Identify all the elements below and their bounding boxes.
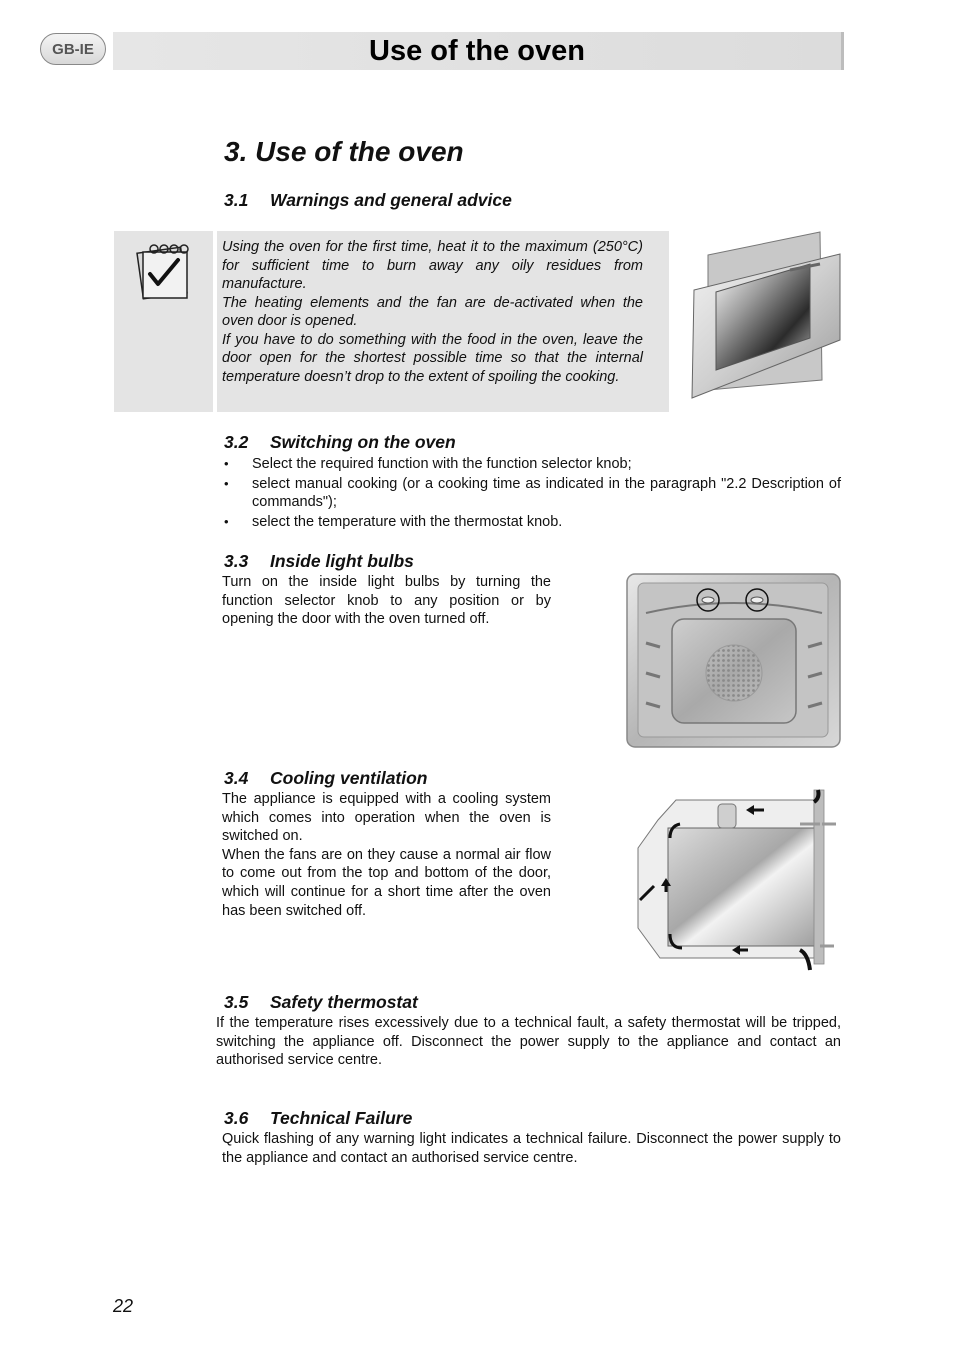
note-line: If you have to do something with the food in the oven, leave the door open for the shortest possible time so that the internal temperature doesn’t drop to the extent of spoiling the cooking. xyxy=(222,331,643,385)
paragraph: Quick flashing of any warning light indicates a technical failure. Disconnect the power supply to the appliance and contact an authorised service centre. xyxy=(222,1131,841,1166)
page-number: 22 xyxy=(113,1296,134,1316)
header-title: Use of the oven xyxy=(369,34,585,67)
section-number: 3.6 xyxy=(224,1108,249,1128)
cooling-airflow-illustration xyxy=(624,788,844,976)
section-title: Inside light bulbs xyxy=(270,551,414,571)
section-heading-3-6 xyxy=(224,1108,412,1129)
note-line: The heating elements and the fan are de-activated when the oven door is opened. xyxy=(222,294,643,329)
section-title: Cooling ventilation xyxy=(270,768,428,788)
technical-failure-text xyxy=(222,1130,841,1167)
section-heading-3-1 xyxy=(224,190,512,211)
section-number: 3.1 xyxy=(224,190,249,210)
section-title: Warnings and general advice xyxy=(270,190,512,210)
note-line: Using the oven for the first time, heat it to the maximum (250°C) for sufficient time to burn away any oily residues from manufacture. xyxy=(222,239,643,292)
paragraph: Turn on the inside light bulbs by turning the function selector knob to any position or by opening the door with the oven turned off. xyxy=(222,574,551,628)
paragraph: If the temperature rises excessively due to a technical fault, a safety thermostat will be tripped, switching the appliance off. Disconnect the power supply to the appliance and contact an authorised service centre. xyxy=(216,1015,841,1069)
chapter-title: 3. Use of the oven xyxy=(224,136,464,167)
header-bar xyxy=(113,32,844,70)
oven-door-illustration xyxy=(690,230,842,405)
switch-on-list xyxy=(222,455,841,532)
oven-interior-illustration xyxy=(626,573,842,749)
note-icon-panel xyxy=(114,231,213,412)
section-heading-3-5 xyxy=(224,992,418,1013)
section-heading-3-2 xyxy=(224,432,456,453)
warning-note-text xyxy=(222,238,643,386)
cooling-text xyxy=(222,790,551,920)
section-number: 3.5 xyxy=(224,992,249,1012)
list-item: • Select the required function with the function selector knob; xyxy=(222,455,841,474)
checklist-icon xyxy=(134,240,196,302)
paragraph: When the fans are on they cause a normal air flow to come out from the top and bottom of the door, which will continue for a short time after the oven has been switched off. xyxy=(222,846,551,919)
section-title: Safety thermostat xyxy=(270,992,418,1012)
section-number: 3.2 xyxy=(224,432,249,452)
section-heading-3-4 xyxy=(224,768,428,789)
paragraph: The appliance is equipped with a cooling system which comes into operation when the oven is switched on. xyxy=(222,791,551,845)
light-bulbs-text xyxy=(222,573,551,629)
language-badge xyxy=(40,33,106,65)
section-title: Switching on the oven xyxy=(270,432,456,452)
section-title: Technical Failure xyxy=(270,1108,413,1128)
safety-thermostat-text xyxy=(216,1014,841,1070)
list-item: • select manual cooking (or a cooking time as indicated in the paragraph "2.2 Description of commands"); xyxy=(222,475,841,512)
section-number: 3.3 xyxy=(224,551,249,571)
language-label: GB-IE xyxy=(52,40,94,58)
list-item: • select the temperature with the thermostat knob. xyxy=(222,513,841,532)
section-heading-3-3 xyxy=(224,551,414,572)
section-number: 3.4 xyxy=(224,768,249,788)
